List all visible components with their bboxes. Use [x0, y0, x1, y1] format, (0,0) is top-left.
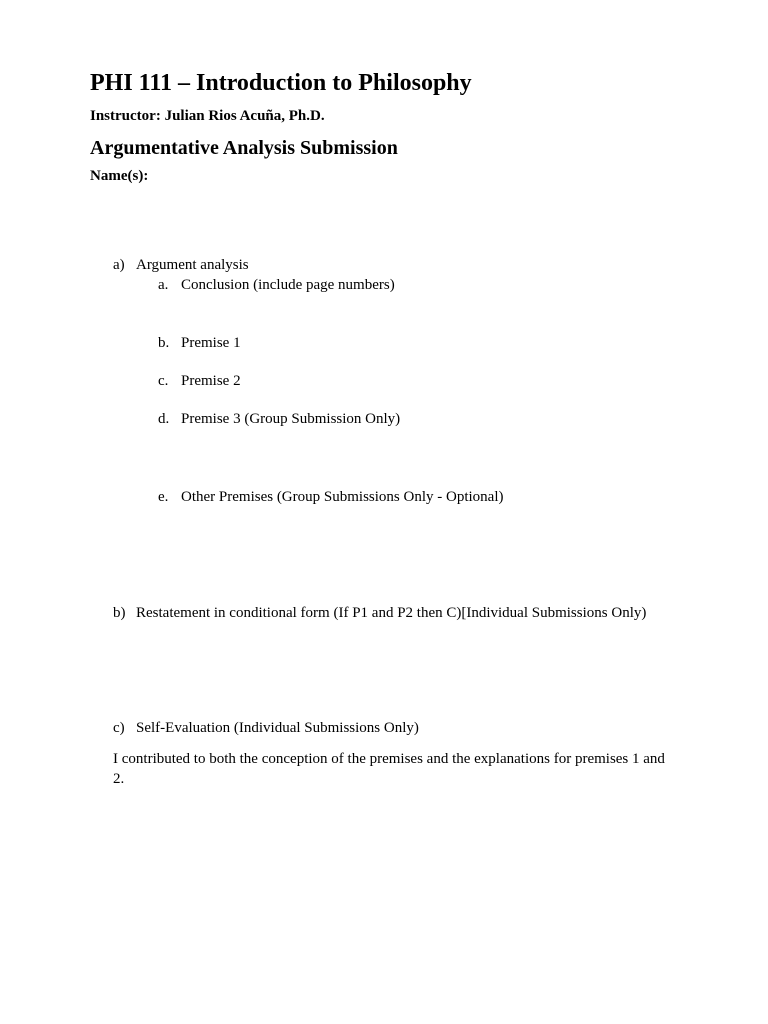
list-marker: d. [158, 411, 170, 427]
section-c-heading [113, 720, 419, 737]
section-label: Restatement in conditional form (If P1 and P2 then C)[Individual Submissions Only) [136, 605, 647, 621]
list-marker: c) [113, 720, 125, 736]
section-b-heading [113, 605, 646, 622]
instructor-line: Instructor: Julian Rios Acuña, Ph.D. [90, 108, 325, 124]
list-item-label: Other Premises (Group Submissions Only - Optional) [181, 489, 504, 505]
section-label: Self-Evaluation (Individual Submissions Only) [136, 720, 419, 736]
list-marker: c. [158, 373, 169, 389]
list-item-label: Premise 3 (Group Submission Only) [181, 411, 401, 427]
list-item-label: Conclusion (include page numbers) [181, 277, 395, 293]
list-item-premise-2 [158, 373, 241, 390]
list-marker: b) [113, 605, 126, 621]
section-label: Argument analysis [136, 257, 249, 273]
list-item-conclusion [158, 277, 395, 294]
list-item-premise-1 [158, 335, 241, 352]
self-evaluation-response: I contributed to both the conception of the premises and the explanations for premises 1 and 2. [113, 751, 665, 787]
list-item-premise-3 [158, 411, 400, 428]
section-a-heading [113, 257, 249, 274]
list-item-label: Premise 2 [181, 373, 241, 389]
list-item-other-premises [158, 489, 503, 506]
list-item-label: Premise 1 [181, 335, 241, 351]
list-marker: e. [158, 489, 169, 505]
course-title: PHI 111 – Introduction to Philosophy [90, 70, 472, 96]
list-marker: a) [113, 257, 125, 273]
list-marker: a. [158, 277, 169, 293]
assignment-title: Argumentative Analysis Submission [90, 137, 398, 159]
list-marker: b. [158, 335, 170, 351]
names-label: Name(s): [90, 168, 149, 184]
